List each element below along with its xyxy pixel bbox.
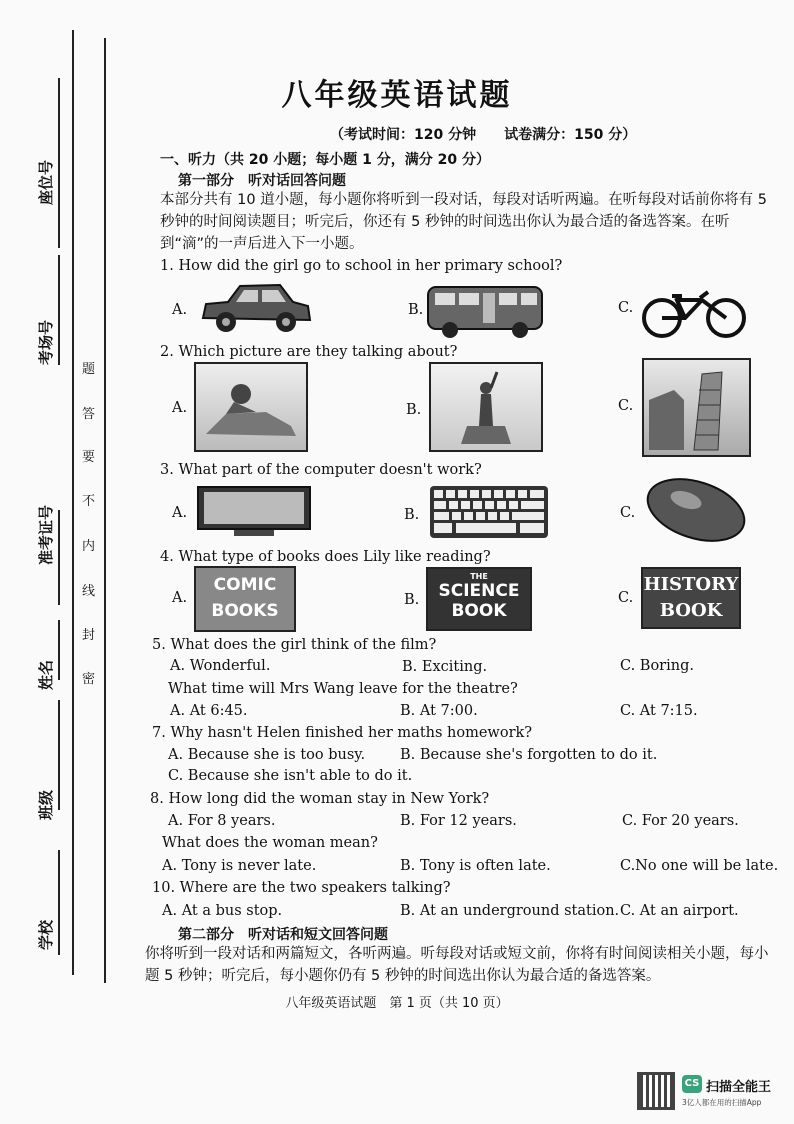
scanner-tagline: 3亿人都在用的扫描App	[682, 1098, 762, 1107]
question-4: 4. What type of books does Lily like reading?	[160, 549, 491, 565]
history-book-label-1: HISTORY	[643, 574, 739, 595]
option-c[interactable]: C. At an airport.	[620, 903, 739, 919]
exam-title: 八年级英语试题	[281, 78, 513, 113]
option-b[interactable]: B.	[408, 302, 424, 318]
option-b[interactable]: B. Tony is often late.	[400, 858, 551, 874]
bus-picture	[425, 283, 545, 341]
option-a[interactable]: A.	[172, 400, 188, 416]
exam-meta: （考试时间：120 分钟 试卷满分：150 分）	[330, 127, 637, 143]
seal-char: 封	[82, 628, 96, 643]
option-c[interactable]: C.	[618, 398, 634, 414]
option-c[interactable]: C.	[618, 300, 634, 316]
seal-char: 内	[82, 539, 96, 554]
part1-instructions: 本部分共有 10 道小题，每小题你将听到一段对话，每段对话听两遍。在听每段对话前你将有 5 秒钟的时间阅读题目；听完后，你还有 5 秒钟的时间选出你认为最合适的备选答案。在听到“滴”的一声后进入下一小题。	[160, 192, 767, 252]
binding-line-outer	[72, 30, 74, 975]
history-book-label-2: BOOK	[659, 600, 723, 621]
seal-char: 不	[82, 494, 96, 509]
question-5: 5. What does the girl think of the film?	[152, 637, 437, 653]
blank-school	[58, 850, 60, 955]
label-name: 姓名	[37, 659, 55, 690]
comic-books-label-1: COMIC	[213, 575, 277, 595]
label-exam-id: 准考证号	[37, 504, 55, 565]
option-c[interactable]: C.	[618, 590, 634, 606]
option-a[interactable]: A. At a bus stop.	[162, 903, 283, 919]
option-b[interactable]: B.	[406, 402, 422, 418]
qr-code	[637, 1072, 675, 1110]
label-seat-number: 座位号	[37, 159, 55, 205]
leaning-tower-picture	[642, 358, 751, 457]
page-footer: 八年级英语试题 第 1 页（共 10 页）	[285, 996, 509, 1011]
option-c[interactable]: C.No one will be late.	[620, 858, 779, 874]
option-c[interactable]: C. For 20 years.	[622, 813, 739, 829]
car-picture	[198, 280, 313, 335]
question-8: 8. How long did the woman stay in New York?	[150, 791, 490, 807]
part1-title: 第一部分 听对话回答问题	[178, 173, 346, 189]
statue-of-liberty-picture	[429, 362, 543, 452]
option-b[interactable]: B. For 12 years.	[400, 813, 517, 829]
blank-room-number	[58, 255, 60, 365]
part2-title: 第二部分 听对话和短文回答问题	[178, 927, 388, 943]
option-b[interactable]: B.	[404, 592, 420, 608]
option-a[interactable]: A. At 6:45.	[170, 703, 248, 719]
option-a[interactable]: A. Wonderful.	[170, 658, 271, 674]
label-class: 班级	[37, 789, 55, 820]
question-10: 10. Where are the two speakers talking?	[152, 880, 451, 896]
blank-class	[58, 700, 60, 810]
option-a[interactable]: A.	[172, 590, 188, 606]
option-b[interactable]: B. Because she's forgotten to do it.	[400, 747, 658, 763]
option-a[interactable]: A.	[172, 302, 188, 318]
part2-instructions: 你将听到一段对话和两篇短文，各听两遍。听每段对话或短文前，你将有时间阅读相关小题，每小题 5 秒钟；听完后，每小题你仍有 5 秒钟的时间选出你认为最合适的备选答案。	[145, 946, 769, 984]
science-book-label-2: SCIENCE	[438, 581, 520, 601]
science-book-picture	[426, 567, 532, 631]
scanner-name: 扫描全能王	[706, 1080, 772, 1095]
monitor-picture	[194, 484, 314, 540]
question-2: 2. Which picture are they talking about?	[160, 344, 458, 360]
blank-name	[58, 620, 60, 680]
option-b[interactable]: B. At an underground station.	[400, 903, 620, 919]
comic-books-picture	[194, 566, 296, 632]
science-book-label-1: THE	[470, 572, 488, 581]
option-b[interactable]: B. At 7:00.	[400, 703, 478, 719]
history-book-picture	[641, 567, 741, 629]
question-7: 7. Why hasn't Helen finished her maths homework?	[152, 725, 533, 741]
seal-char: 线	[82, 584, 96, 599]
question-1: 1. How did the girl go to school in her primary school?	[160, 258, 563, 274]
option-b[interactable]: B. Exciting.	[402, 659, 488, 675]
seal-char: 答	[82, 407, 96, 422]
blank-exam-id	[58, 510, 60, 605]
option-a[interactable]: A. Because she is too busy.	[168, 747, 366, 763]
label-room-number: 考场号	[37, 319, 55, 365]
seal-char: 要	[82, 450, 96, 465]
question-6: What time will Mrs Wang leave for the theatre?	[168, 681, 518, 697]
option-c[interactable]: C. Boring.	[620, 658, 694, 674]
keyboard-picture	[428, 484, 550, 540]
mouse-picture	[642, 476, 750, 544]
label-school: 学校	[37, 919, 55, 950]
option-a[interactable]: A.	[172, 505, 188, 521]
seal-char: 题	[82, 362, 96, 377]
section-heading: 一、听力（共 20 小题；每小题 1 分，满分 20 分）	[160, 152, 490, 168]
science-book-label-3: BOOK	[451, 601, 507, 621]
option-a[interactable]: A. Tony is never late.	[162, 858, 317, 874]
seal-char: 密	[82, 672, 96, 687]
question-3: 3. What part of the computer doesn't work?	[160, 462, 482, 478]
question-9: What does the woman mean?	[162, 835, 378, 851]
option-c[interactable]: C. Because she isn't able to do it.	[168, 768, 413, 784]
option-c[interactable]: C.	[620, 505, 636, 521]
comic-books-label-2: BOOKS	[211, 601, 279, 621]
binding-line-inner	[104, 38, 106, 983]
option-a[interactable]: A. For 8 years.	[168, 813, 276, 829]
sphinx-picture	[194, 362, 308, 452]
bicycle-picture	[640, 288, 750, 338]
option-b[interactable]: B.	[404, 507, 420, 523]
scanner-logo-icon: CS	[682, 1075, 702, 1093]
option-c[interactable]: C. At 7:15.	[620, 703, 698, 719]
